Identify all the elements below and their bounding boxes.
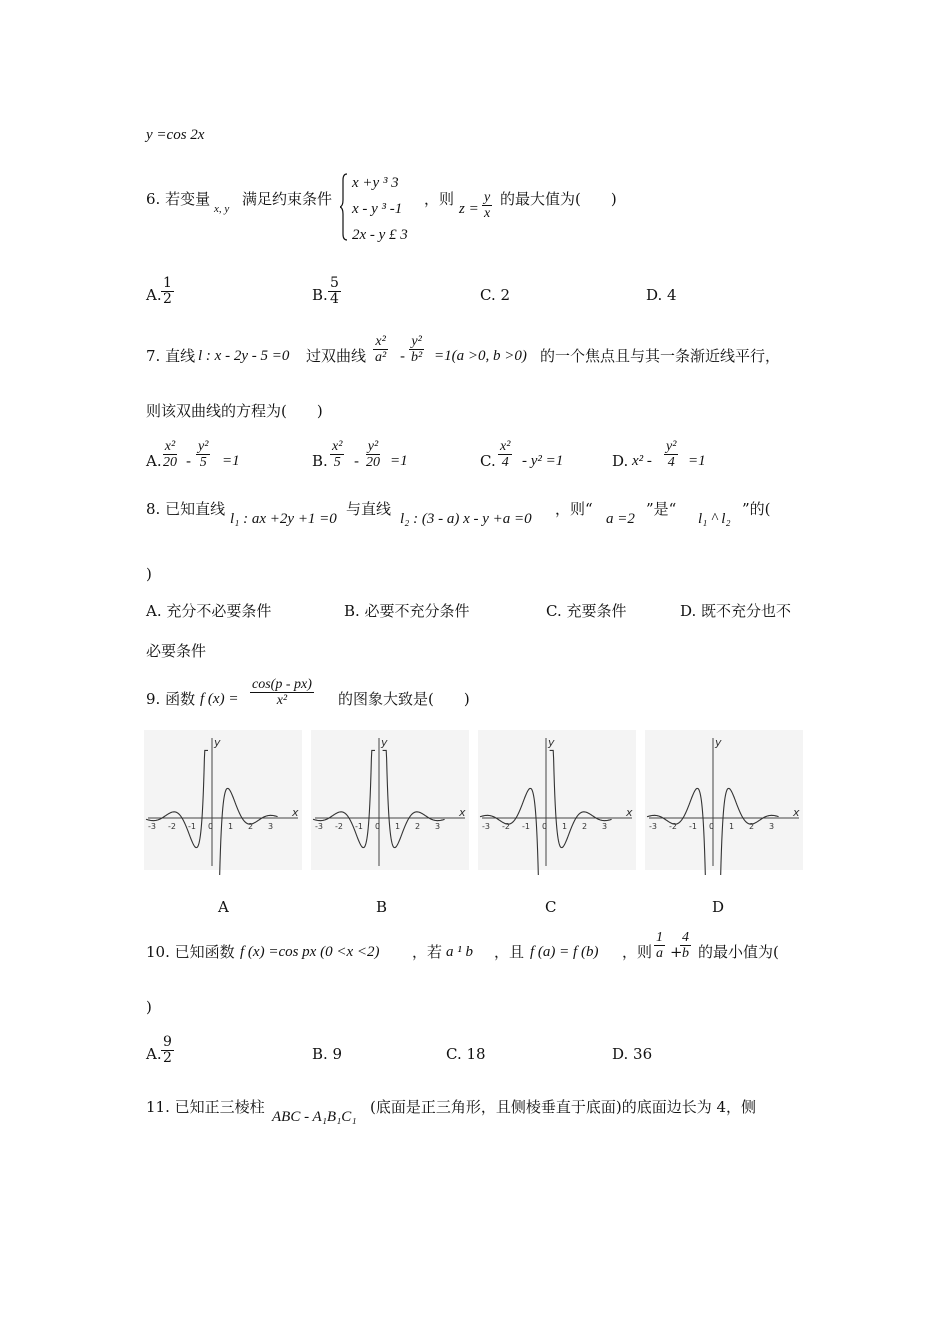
- q6-z: z =: [459, 201, 479, 217]
- tick-label: 1: [228, 822, 234, 831]
- q10-option-b: B. 9: [312, 1045, 343, 1063]
- x-axis-label: x: [292, 806, 299, 819]
- q7-option-a-tail: =1: [222, 453, 240, 469]
- q11-suffix: (底面是正三角形，且侧棱垂直于底面)的底面边长为 4，侧: [370, 1098, 757, 1116]
- y-axis-label: y: [381, 736, 388, 749]
- q7-hyperbola-term2: $\frac{\text{y²}}{\text{b²}}$: [411, 334, 423, 365]
- q8-option-b: B. 必要不充分条件: [344, 602, 470, 620]
- q7-condition: =1(a >0, b >0): [434, 348, 527, 364]
- q9-label-a: A: [218, 898, 229, 916]
- x-axis-label: x: [793, 806, 800, 819]
- q7-mid: 过双曲线: [306, 347, 367, 365]
- q9-function-name: f (x) =: [200, 691, 239, 707]
- tick-label: 1: [562, 822, 568, 831]
- tick-label: -1: [522, 822, 530, 831]
- q9-fraction: $\frac{\cos(p - px)}{\text{x²}}$: [252, 677, 312, 708]
- q10-suffix: 的最小值为(: [698, 943, 779, 961]
- tick-label: 2: [749, 822, 755, 831]
- tick-label: 2: [248, 822, 254, 831]
- q8-is: ”是“: [646, 500, 677, 518]
- q6-suffix: 的最大值为( ): [500, 190, 617, 208]
- q8-option-c: C. 充要条件: [546, 602, 627, 620]
- q10-if: ，若: [412, 943, 443, 961]
- q10-neq: a ¹ b: [446, 944, 473, 960]
- q6-option-a-label: A.: [146, 286, 162, 304]
- q7-option-c-label: C.: [480, 452, 496, 470]
- q7-option-d-frac: $\frac{\text{y²}}{4}$: [666, 439, 677, 470]
- tick-label: 0: [208, 822, 214, 831]
- y-axis-label: y: [548, 736, 555, 749]
- q6-then: ，则: [424, 190, 455, 208]
- brace-icon: [340, 172, 350, 242]
- q6-option-b-frac: $\frac{5}{4}$: [330, 275, 339, 307]
- q8-then: ，则“: [555, 500, 593, 518]
- q6-fraction: $\frac{y}{x}$: [484, 190, 491, 221]
- q6-mid: 满足约束条件: [242, 190, 333, 208]
- tick-label: -3: [649, 822, 657, 831]
- q7-option-c-tail: - y² =1: [522, 453, 564, 469]
- q7-option-a-frac1: $\frac{\text{x²}}{20}$: [163, 439, 177, 470]
- q8-close: ): [146, 565, 152, 583]
- graph-background: [311, 730, 469, 870]
- q7-line2: 则该双曲线的方程为( ): [146, 402, 323, 420]
- q10-and: ，且: [494, 943, 525, 961]
- q7-option-b-frac1: $\frac{\text{x²}}{5}$: [332, 439, 343, 470]
- tick-label: -3: [148, 822, 156, 831]
- graph-b: [311, 730, 469, 870]
- q6-option-b-label: B.: [312, 286, 328, 304]
- graph-d: [645, 730, 803, 875]
- q8-a-equals-2: a =2: [606, 511, 635, 527]
- q6-option-a-frac: $\frac{1}{2}$: [163, 275, 172, 307]
- tick-label: 2: [582, 822, 588, 831]
- q6-option-c: C. 2: [480, 286, 511, 304]
- tick-label: -1: [689, 822, 697, 831]
- q10-close: ): [146, 998, 152, 1016]
- formula-y-cos2x: y =cos 2x: [146, 127, 205, 143]
- q11-prism: ABC - A₁B₁C₁: [272, 1109, 357, 1125]
- tick-label: 3: [602, 822, 608, 831]
- tick-label: -1: [188, 822, 196, 831]
- tick-label: 1: [395, 822, 401, 831]
- q10-function: f (x) =cos px (0 <x <2): [240, 944, 380, 960]
- q7-suffix: 的一个焦点且与其一条渐近线平行，: [540, 347, 781, 365]
- tick-label: -2: [168, 822, 176, 831]
- q10-eq: f (a) = f (b): [530, 944, 599, 960]
- q10-then: ，则: [622, 943, 653, 961]
- q8-line-l2: l₂ : (3 - a) x - y +a =0: [400, 511, 532, 527]
- tick-label: -2: [669, 822, 677, 831]
- q8-perpendicular: l₁ ^ l₂: [698, 511, 731, 527]
- q6-constraint-1: x +y ³ 3: [352, 175, 399, 191]
- x-axis-label: x: [459, 806, 466, 819]
- q11-prefix: 11. 已知正三棱柱: [146, 1098, 265, 1116]
- q9-graphs: [144, 730, 804, 875]
- graph-c: [478, 730, 636, 875]
- q9-label-d: D: [712, 898, 725, 916]
- tick-label: 1: [729, 822, 735, 831]
- q7-option-b-label: B.: [312, 452, 328, 470]
- q8-option-a: A. 充分不必要条件: [146, 602, 272, 620]
- q9-label-b: B: [376, 898, 388, 916]
- q10-option-c: C. 18: [446, 1045, 486, 1063]
- tick-label: -3: [482, 822, 490, 831]
- q8-option-d: D. 既不充分也不: [680, 602, 792, 620]
- q7-option-d-label: D.: [612, 452, 629, 470]
- q8-prefix: 8. 已知直线: [146, 500, 226, 518]
- q6-constraint-3: 2x - y £ 3: [352, 227, 408, 243]
- tick-label: -1: [355, 822, 363, 831]
- graph-a: [144, 730, 302, 875]
- graph-background: [645, 730, 803, 870]
- q10-option-a-label: A.: [146, 1045, 162, 1063]
- tick-label: 0: [542, 822, 548, 831]
- q10-option-a-frac: $\frac{9}{2}$: [163, 1034, 172, 1066]
- q6-vars: x, y: [214, 203, 230, 215]
- q7-option-d-tail: =1: [688, 453, 706, 469]
- q7-hyperbola-term1: $\frac{\text{x²}}{\text{a²}}$: [375, 334, 387, 365]
- graph-background: [478, 730, 636, 870]
- q10-option-d: D. 36: [612, 1045, 653, 1063]
- q8-suffix: ”的(: [742, 500, 771, 518]
- y-axis-label: y: [214, 736, 221, 749]
- q8-option-d-cont: 必要条件: [146, 642, 207, 660]
- q10-frac1: $\frac{1}{a}$: [656, 930, 663, 961]
- q9-label-c: C: [545, 898, 557, 916]
- q7-option-a-label: A.: [146, 452, 162, 470]
- q7-option-b-tail: =1: [390, 453, 408, 469]
- tick-label: -3: [315, 822, 323, 831]
- q7-option-c-frac1: $\frac{\text{x²}}{4}$: [500, 439, 511, 470]
- x-axis-label: x: [626, 806, 633, 819]
- q8-mid: 与直线: [346, 500, 392, 518]
- tick-label: -2: [335, 822, 343, 831]
- graph-background: [144, 730, 302, 870]
- q9-prefix: 9. 函数: [146, 690, 196, 708]
- tick-label: -2: [502, 822, 510, 831]
- q10-frac2: $\frac{4}{b}$: [682, 930, 689, 961]
- tick-label: 3: [769, 822, 775, 831]
- tick-label: 2: [415, 822, 421, 831]
- y-axis-label: y: [715, 736, 722, 749]
- q10-prefix: 10. 已知函数: [146, 943, 235, 961]
- q6-option-d: D. 4: [646, 286, 677, 304]
- q7-line: l : x - 2y - 5 =0: [198, 348, 290, 364]
- tick-label: 0: [709, 822, 715, 831]
- q7-option-b-frac2: $\frac{\text{y²}}{20}$: [366, 439, 380, 470]
- q8-line-l1: l₁ : ax +2y +1 =0: [230, 511, 337, 527]
- tick-label: 3: [268, 822, 274, 831]
- q6-constraint-2: x - y ³ -1: [352, 201, 403, 217]
- tick-label: 3: [435, 822, 441, 831]
- q7-option-d-head: x² -: [632, 453, 652, 469]
- q9-suffix: 的图象大致是( ): [338, 690, 470, 708]
- q7-prefix: 7. 直线: [146, 347, 196, 365]
- q6-prefix: 6. 若变量: [146, 190, 211, 208]
- tick-label: 0: [375, 822, 381, 831]
- q7-option-a-frac2: $\frac{\text{y²}}{5}$: [198, 439, 209, 470]
